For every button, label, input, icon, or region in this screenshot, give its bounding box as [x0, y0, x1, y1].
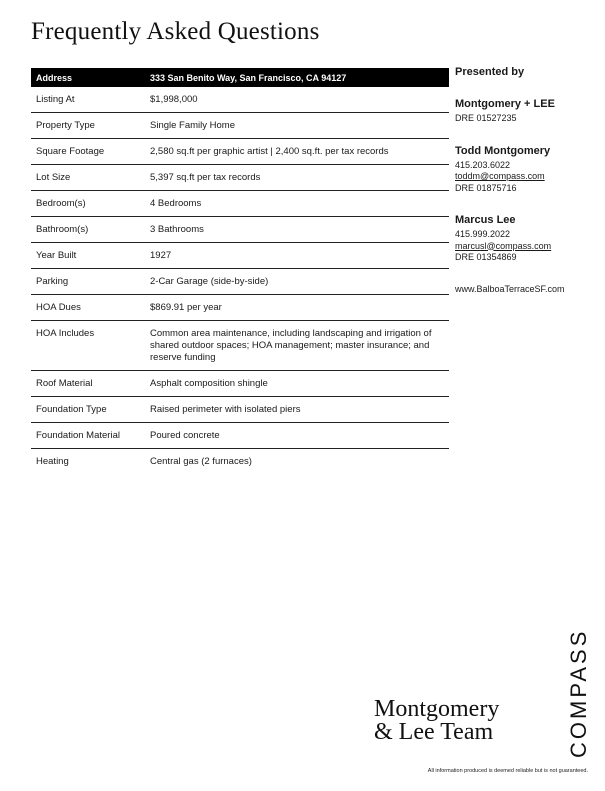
row-value: 2,580 sq.ft per graphic artist | 2,400 sq.ft. per tax records: [145, 139, 449, 165]
table-row: [31, 295, 449, 321]
row-key: HOA Includes: [31, 321, 145, 371]
table-row: [31, 371, 449, 397]
agent-name: Marcus Lee: [455, 214, 516, 226]
row-value: 4 Bedrooms: [145, 191, 449, 217]
page-title: Frequently Asked Questions: [31, 18, 320, 45]
presented-by-label: Presented by: [455, 66, 525, 78]
row-key: Lot Size: [31, 165, 145, 191]
table-row: [31, 217, 449, 243]
team-logo-line2: & Lee Team: [374, 719, 494, 745]
row-value: 2-Car Garage (side-by-side): [145, 269, 449, 295]
agent-phone: 415.999.2022: [455, 229, 511, 239]
row-key: Roof Material: [31, 371, 145, 397]
table-row: [31, 113, 449, 139]
agent-dre: DRE 01875716: [455, 182, 517, 193]
row-value: 5,397 sq.ft per tax records: [145, 165, 449, 191]
table-row: [31, 243, 449, 269]
table-header-row: [31, 68, 449, 87]
table-row: [31, 269, 449, 295]
row-key: Foundation Type: [31, 397, 145, 423]
agent-marcus-contact: [455, 214, 600, 264]
table-row: [31, 397, 449, 423]
table-row: [31, 449, 449, 475]
agent-dre: DRE 01354869: [455, 252, 517, 262]
row-value: Central gas (2 furnaces): [150, 456, 252, 467]
table-row: [31, 165, 449, 191]
row-value: Poured concrete: [145, 423, 449, 449]
table-row: [31, 191, 449, 217]
row-key: Heating: [36, 456, 69, 467]
row-value: Raised perimeter with isolated piers: [145, 397, 449, 423]
team-logo-line1: Montgomery: [374, 696, 500, 722]
table-row: [31, 321, 449, 371]
header-address: 333 San Benito Way, San Francisco, CA 94127: [145, 68, 449, 87]
row-value: Single Family Home: [145, 113, 449, 139]
row-key: Bedroom(s): [31, 191, 145, 217]
property-details-table: [31, 68, 449, 474]
table-row: [31, 423, 449, 449]
header-key: Address: [31, 68, 145, 87]
row-value: $1,998,000: [145, 87, 449, 113]
disclaimer-text: All information produced is deemed reliable but is not guaranteed.: [427, 768, 588, 774]
compass-logo: COMPASS: [566, 628, 591, 758]
row-key: Property Type: [31, 113, 145, 139]
row-key: Square Footage: [31, 139, 145, 165]
row-value: 1927: [145, 243, 449, 269]
row-key: Foundation Material: [31, 423, 145, 449]
contact-sidebar: [455, 66, 600, 294]
row-key: Listing At: [31, 87, 145, 113]
website-link[interactable]: www.BalboaTerraceSF.com: [455, 283, 565, 294]
agent-name: Todd Montgomery: [455, 144, 551, 157]
row-value: $869.91 per year: [145, 295, 449, 321]
agent-phone: 415.203.6022: [455, 159, 511, 170]
row-key: Year Built: [31, 243, 145, 269]
row-value: Common area maintenance, including landscaping and irrigation of shared outdoor spaces; HOA management; master insurance; and reserve funding: [145, 321, 449, 371]
team-name: Montgomery + LEE: [455, 98, 555, 110]
table-row: [31, 139, 449, 165]
row-key: HOA Dues: [31, 295, 145, 321]
row-value: 3 Bathrooms: [145, 217, 449, 243]
row-key: Bathroom(s): [31, 217, 145, 243]
agent-email-link[interactable]: toddm@compass.com: [455, 171, 545, 181]
table-row: [31, 87, 449, 113]
row-key: Parking: [31, 269, 145, 295]
agent-todd-contact: [455, 145, 600, 195]
team-contact: [455, 98, 600, 125]
team-logo: [374, 698, 499, 744]
agent-email-link[interactable]: marcusl@compass.com: [455, 240, 552, 251]
row-value: Asphalt composition shingle: [145, 371, 449, 397]
team-dre: DRE 01527235: [455, 113, 517, 123]
